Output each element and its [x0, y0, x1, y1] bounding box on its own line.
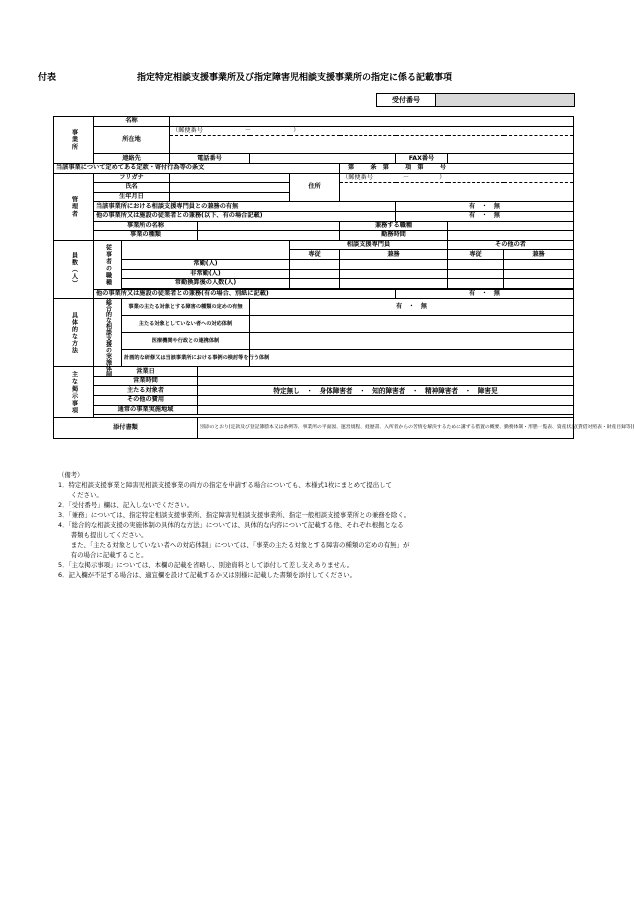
service-area-label: 通常の事業実施地域: [94, 405, 198, 415]
part-time-staff-label: 非常勤(人): [122, 269, 290, 279]
staff-blank: [122, 240, 290, 259]
note-5: 5．「主な掲示事項」については、本欄の記載を省略し、別途資料として添付して差し支えありません。: [58, 561, 354, 569]
note-2: 2．「受付番号」欄は、記入しないでください。: [58, 501, 194, 509]
staff-other-job-label: 他の事業所又は施設の従業者との兼務(有の場合、別紙に記載): [94, 289, 396, 299]
other-office-type-label: 事業の種類: [94, 231, 198, 241]
note-4b: 書類も提出してください。: [58, 531, 148, 539]
consultant-fulltime-header: 専従: [290, 250, 340, 260]
form-label: 付表: [38, 73, 57, 83]
office-address-field[interactable]: [170, 136, 574, 145]
work-hours-field[interactable]: [448, 231, 574, 241]
part-other-concurrent[interactable]: [504, 269, 574, 279]
support-r3-field[interactable]: [250, 333, 574, 350]
regular-other-fulltime[interactable]: [448, 259, 504, 269]
note-1b: ください。: [58, 491, 103, 499]
other-office-name-label: 事業所の名称: [94, 221, 198, 231]
other-office-name-field[interactable]: [198, 221, 340, 231]
dob-label: 生年月日: [94, 192, 170, 202]
business-hours-label: 営業時間: [94, 376, 198, 386]
manager-name-field[interactable]: [170, 183, 290, 193]
part-consultant-concurrent[interactable]: [340, 269, 448, 279]
fax-label: FAX番号: [396, 154, 448, 164]
manager-address-field[interactable]: [340, 183, 574, 193]
manager-q2-value[interactable]: 有 ・ 無: [396, 211, 574, 221]
receipt-number-box: [376, 93, 575, 107]
manager-q1-label: 当該事業所における相談支援専門員との兼務の有無: [94, 202, 396, 212]
support-r1-label: 事業の主たる対象とする障害の種類の定めの有無: [122, 299, 250, 316]
regular-consultant-fulltime[interactable]: [290, 259, 340, 269]
fax-field[interactable]: [448, 154, 574, 164]
office-name-field[interactable]: [170, 117, 574, 127]
concurrent-position-field[interactable]: [448, 221, 574, 231]
note-4d: 有の場合に記載すること。: [58, 551, 148, 559]
target-label: 主たる対象者: [94, 386, 198, 396]
fte-consultant-concurrent[interactable]: [340, 279, 448, 289]
note-3: 3．「兼務」については、指定特定相談支援事業所、指定障害児相談支援事業所、指定一般相談支援事業所との兼務を除く。: [58, 511, 411, 519]
manager-address-field-2[interactable]: [340, 192, 574, 202]
receipt-number-label: 受付番号: [377, 94, 436, 106]
part-consultant-fulltime[interactable]: [290, 269, 340, 279]
staff-kind-label: 従事者の職種: [94, 240, 122, 289]
contact-label: 連絡先: [94, 154, 170, 164]
receipt-number-field[interactable]: [436, 94, 574, 106]
business-days-field[interactable]: [198, 367, 574, 377]
concurrent-position-label: 兼務する職種: [340, 221, 448, 231]
postal-dash: －: [244, 126, 252, 134]
support-r4-field[interactable]: [250, 350, 574, 367]
note-1a: 1．特定相談支援事業と障害児相談支援事業の両方の指定を申請する場合についても、本様式1枚にまとめて提出して: [58, 481, 392, 489]
fte-other-concurrent[interactable]: [504, 279, 574, 289]
regular-consultant-concurrent[interactable]: [340, 259, 448, 269]
articles-label: 当該事業について定めてある定款・寄付行為等の条文: [54, 163, 340, 173]
consultant-col-header: 相談支援専門員: [290, 240, 448, 250]
office-address-label: 所在地: [94, 126, 170, 154]
support-r4-label: 計画的な研修又は当該事業所における事例の検討等を行う体制: [122, 350, 250, 367]
manager-address-label: 住所: [290, 173, 340, 202]
phone-field[interactable]: [250, 154, 396, 164]
staff-count-label: 員数（人）: [54, 240, 94, 299]
notes-section: [58, 470, 578, 580]
business-hours-field[interactable]: [198, 376, 574, 386]
furigana-label: フリガナ: [94, 173, 170, 183]
articles-field[interactable]: 第 条 第 項 第 号: [340, 163, 574, 173]
office-postal-field[interactable]: [170, 126, 574, 136]
other-staff-col-header: その他の者: [448, 240, 574, 250]
method-label: 具体的な方法: [54, 299, 94, 367]
work-hours-label: 勤務時間: [340, 231, 448, 241]
manager-section-label: 管理者: [54, 173, 94, 240]
other-cost-label: その他の費用: [94, 396, 198, 406]
dob-field[interactable]: [170, 192, 290, 202]
other-office-type-field[interactable]: [198, 231, 340, 241]
attachments-label: 添付書類: [54, 418, 198, 439]
postal-prefix: （郵便番号: [172, 126, 203, 134]
fte-other-fulltime[interactable]: [448, 279, 504, 289]
fte-staff-label: 常勤換算後の人数(人): [122, 279, 290, 289]
manager-postal-field[interactable]: （郵便番号 － ）: [340, 173, 574, 183]
manager-q1-value[interactable]: 有 ・ 無: [396, 202, 574, 212]
regular-staff-label: 常勤(人): [122, 259, 290, 269]
support-r2-field[interactable]: [250, 316, 574, 333]
office-address-field-2[interactable]: [170, 145, 574, 154]
note-6: 6．記入欄が不足する場合は、適宜欄を設けて記載するか又は別様に記載した書類を添付してください。: [58, 571, 357, 579]
manager-q2-label: 他の事業所又は施設の従業者との兼務(以下、有の場合記載): [94, 211, 396, 221]
support-r3-label: 医療機関や行政との連携体制: [122, 333, 250, 350]
page-title: 指定特定相談支援事業所及び指定障害児相談支援事業所の指定に係る記載事項: [137, 73, 453, 83]
office-section-label: 事業所: [54, 117, 94, 164]
staff-other-job-value[interactable]: 有 ・ 無: [396, 289, 574, 299]
support-r1-value[interactable]: 有 ・ 無: [250, 299, 574, 316]
manager-name-label: 氏名: [94, 183, 170, 193]
phone-label: 電話番号: [170, 154, 250, 164]
office-name-label: 名称: [94, 117, 170, 127]
notes-title: （備考）: [58, 471, 84, 479]
note-4c: また、「主たる対象としていない者への対応体制」については、「事業の主たる対象とする障害の種類の定めの有無」が: [58, 541, 410, 549]
other-fulltime-header: 専従: [448, 250, 504, 260]
application-form-table: [53, 116, 634, 439]
regular-other-concurrent[interactable]: [504, 259, 574, 269]
furigana-field[interactable]: [170, 173, 290, 183]
target-options[interactable]: 特定無し ・ 身体障害者 ・ 知的障害者 ・ 精神障害者 ・ 障害児: [198, 386, 574, 396]
fte-consultant-fulltime[interactable]: [290, 279, 340, 289]
support-system-label: 総合的な相談支援の実施体制: [94, 299, 122, 367]
main-postings-label: 主な掲示事項: [54, 367, 94, 418]
other-concurrent-header: 兼務: [504, 250, 574, 260]
business-days-label: 営業日: [94, 367, 198, 377]
postal-suffix: ）: [293, 126, 300, 134]
attachments-text: 別添のとおり(定款及び登記簿謄本又は条例等、事業所の平面図、運営規程、経歴書、入所者からの苦情を解決するために講ずる措置の概要、勤務体制・形態一覧表、資産状況(貸借対照表・財産目録等)): [198, 418, 574, 439]
part-other-fulltime[interactable]: [448, 269, 504, 279]
support-r2-label: 主たる対象としていない者への対応体制: [122, 316, 250, 333]
service-area-field[interactable]: [198, 405, 574, 415]
consultant-concurrent-header: 兼務: [340, 250, 448, 260]
other-cost-field[interactable]: [198, 396, 574, 406]
note-4a: 4．「総合的な相談支援の実施体制の具体的な方法」については、具体的な内容について記載する他、それぞれ根拠となる: [58, 521, 404, 529]
